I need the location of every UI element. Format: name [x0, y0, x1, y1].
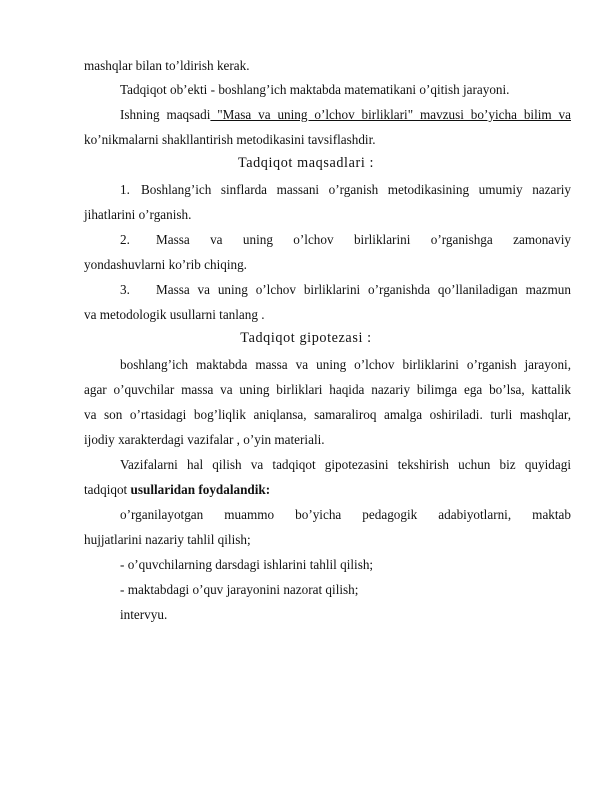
text-line: Boshlang’ich sinflarda massani o’rganish metodikasining umumiy nazariy	[141, 182, 571, 197]
text-line: Tadqiqot ob’ekti - boshlang’ich maktabda matematikani o’qitish jarayoni.	[120, 82, 510, 97]
text-line	[84, 481, 270, 498]
text-line: - o’quvchilarning darsdagi ishlarini tahlil qilish;	[120, 557, 374, 572]
text-line: mashqlar bilan to’ldirish kerak.	[84, 58, 250, 73]
text-line: jihatlarini o’rganish.	[84, 207, 192, 222]
text-fragment: Ishning maqsadi	[120, 107, 211, 122]
text-fragment: "Masa va uning o’lchov birliklari" mavzusi bo’yicha bilim va	[210, 107, 571, 122]
text-line: intervyu.	[120, 607, 168, 622]
text-line: va son o’rtasidagi bog’liqlik aniqlansa, samaraliroq amalga oshiriladi. turli mashqlar,	[84, 407, 571, 422]
text-line: ko’nikmalarni shakllantirish metodikasini tavsiflashdir.	[84, 132, 376, 147]
bold-text: usullaridan foydalandik:	[130, 482, 271, 497]
text-line: Massa va uning o’lchov birliklarini o’rganishda qo’llaniladigan mazmun	[156, 282, 571, 297]
text-line: hujjatlarini nazariy tahlil qilish;	[84, 532, 251, 547]
section-heading: Tadqiqot gipotezasi :	[240, 330, 372, 346]
text-line: agar o’quvchilar massa va uning birliklari haqida nazariy bilimga ega bo’lsa, kattalik	[84, 382, 571, 397]
text-line: yondashuvlarni ko’rib chiqing.	[84, 257, 247, 272]
text-line: va metodologik usullarni tanlang .	[84, 307, 265, 322]
list-number: 1.	[120, 182, 130, 197]
text-line: - maktabdagi o’quv jarayonini nazorat qilish;	[120, 582, 359, 597]
text-line: ijodiy xarakterdagi vazifalar , o’yin materiali.	[84, 432, 325, 447]
text-line: Massa va uning o’lchov birliklarini o’rganishga zamonaviy	[156, 232, 571, 247]
text-line	[120, 106, 571, 123]
text-fragment: tadqiqot	[84, 482, 131, 497]
list-number: 2.	[120, 232, 130, 247]
list-number: 3.	[120, 282, 130, 297]
text-line: o’rganilayotgan muammo bo’yicha pedagogik adabiyotlarni, maktab	[120, 507, 571, 522]
section-heading: Tadqiqot maqsadlari :	[237, 155, 375, 171]
text-line: Vazifalarni hal qilish va tadqiqot gipotezasini tekshirish uchun biz quyidagi	[120, 457, 571, 472]
text-line: boshlang’ich maktabda massa va uning o’lchov birliklarini o’rganish jarayoni,	[120, 357, 571, 372]
